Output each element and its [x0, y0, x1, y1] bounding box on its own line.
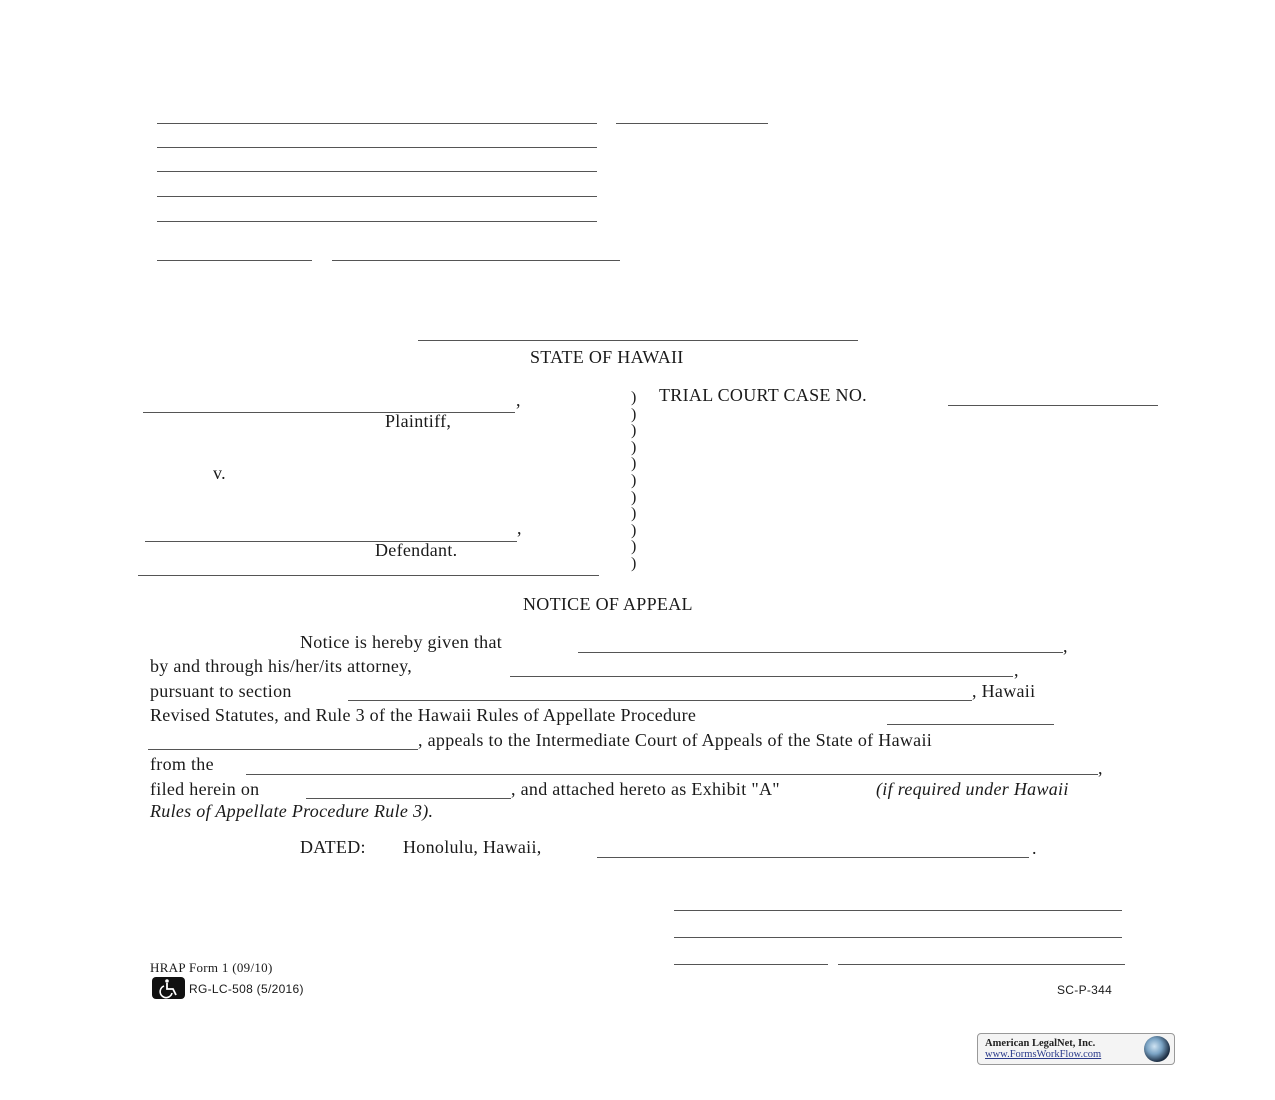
form-code: RG-LC-508 (5/2016) — [189, 982, 304, 996]
case-number-field[interactable] — [948, 405, 1158, 406]
body-line7-text: filed herein on — [150, 779, 260, 799]
appellant-name-field[interactable] — [578, 652, 1063, 653]
paren: ) — [631, 455, 637, 473]
publisher-badge[interactable] — [977, 1033, 1175, 1065]
period: . — [1032, 838, 1037, 858]
attorney-name-field[interactable] — [157, 123, 597, 124]
court-name-field[interactable] — [418, 340, 858, 341]
defendant-comma: , — [517, 518, 522, 538]
comma: , — [1063, 636, 1068, 656]
defendant-name-field[interactable] — [145, 541, 517, 542]
body-line3-suffix: , Hawaii — [972, 681, 1036, 701]
court-code: SC-P-344 — [1057, 983, 1113, 997]
comma: , — [1098, 758, 1103, 778]
body-line4-text: Revised Statutes, and Rule 3 of the Hawaii Rules of Appellate Procedure — [150, 705, 697, 725]
signature-field[interactable] — [674, 910, 1122, 911]
publisher-url-link[interactable]: www.FormsWorkFlow.com — [985, 1049, 1102, 1060]
dated-label: DATED: — [300, 837, 366, 857]
paren: ) — [631, 555, 637, 572]
signer-name-field[interactable] — [674, 937, 1122, 938]
plaintiff-comma: , — [516, 390, 521, 410]
appellate-rule-cont-field[interactable] — [148, 749, 418, 750]
body-line6-text: from the — [150, 754, 214, 774]
paren: ) — [631, 488, 637, 506]
dated-date-field[interactable] — [597, 857, 1029, 858]
attorney-address-field[interactable] — [157, 171, 597, 172]
paren: ) — [631, 521, 637, 539]
paren: ) — [631, 438, 637, 456]
body-line2-text: by and through his/her/its attorney, — [150, 656, 413, 676]
attorney-city-field[interactable] — [157, 196, 597, 197]
plaintiff-name-field[interactable] — [143, 412, 515, 413]
signer-for-party-field[interactable] — [838, 964, 1125, 965]
signer-bar-number-field[interactable] — [674, 964, 828, 965]
body-line1-text: Notice is hereby given that — [300, 632, 503, 652]
attorney-bar-number-field[interactable] — [616, 123, 768, 124]
globe-icon — [1144, 1036, 1170, 1062]
form-id: HRAP Form 1 (09/10) — [150, 960, 273, 975]
attorney-firm-field[interactable] — [157, 147, 597, 148]
paren: ) — [631, 389, 637, 406]
paren: ) — [631, 422, 637, 440]
appellate-rule-field[interactable] — [887, 724, 1054, 725]
body-line8-italic: Rules of Appellate Procedure Rule 3). — [150, 801, 434, 821]
attorney-for-party-field[interactable] — [332, 260, 620, 261]
attorney-phone-field[interactable] — [157, 221, 597, 222]
attorney-for-label-field[interactable] — [157, 260, 312, 261]
publisher-name: American LegalNet, Inc. — [985, 1038, 1096, 1049]
paren: ) — [631, 538, 637, 556]
filed-date-field[interactable] — [306, 798, 511, 799]
defendant-label: Defendant. — [375, 540, 458, 560]
body-line7-italic: (if required under Hawaii — [876, 779, 1069, 799]
plaintiff-label: Plaintiff, — [385, 411, 452, 431]
judgment-order-field[interactable] — [246, 774, 1098, 775]
court-heading: STATE OF HAWAII — [530, 347, 684, 367]
body-line5-text: , appeals to the Intermediate Court of Appeals of the State of Hawaii — [418, 730, 933, 750]
body-line7-mid: , and attached hereto as Exhibit "A" — [511, 779, 780, 799]
dated-location: Honolulu, Hawaii, — [403, 837, 542, 857]
body-line3-text: pursuant to section — [150, 681, 292, 701]
paren: ) — [631, 405, 637, 423]
caption-bottom-rule — [138, 575, 599, 576]
attorney-name-inline-field[interactable] — [510, 676, 1013, 677]
wheelchair-icon — [152, 977, 185, 999]
comma: , — [1014, 660, 1019, 680]
versus-label: v. — [213, 463, 226, 483]
paren: ) — [631, 505, 637, 523]
statute-section-field[interactable] — [348, 700, 972, 701]
document-title: NOTICE OF APPEAL — [523, 594, 693, 614]
case-number-label: TRIAL COURT CASE NO. — [659, 385, 867, 405]
paren: ) — [631, 472, 637, 489]
